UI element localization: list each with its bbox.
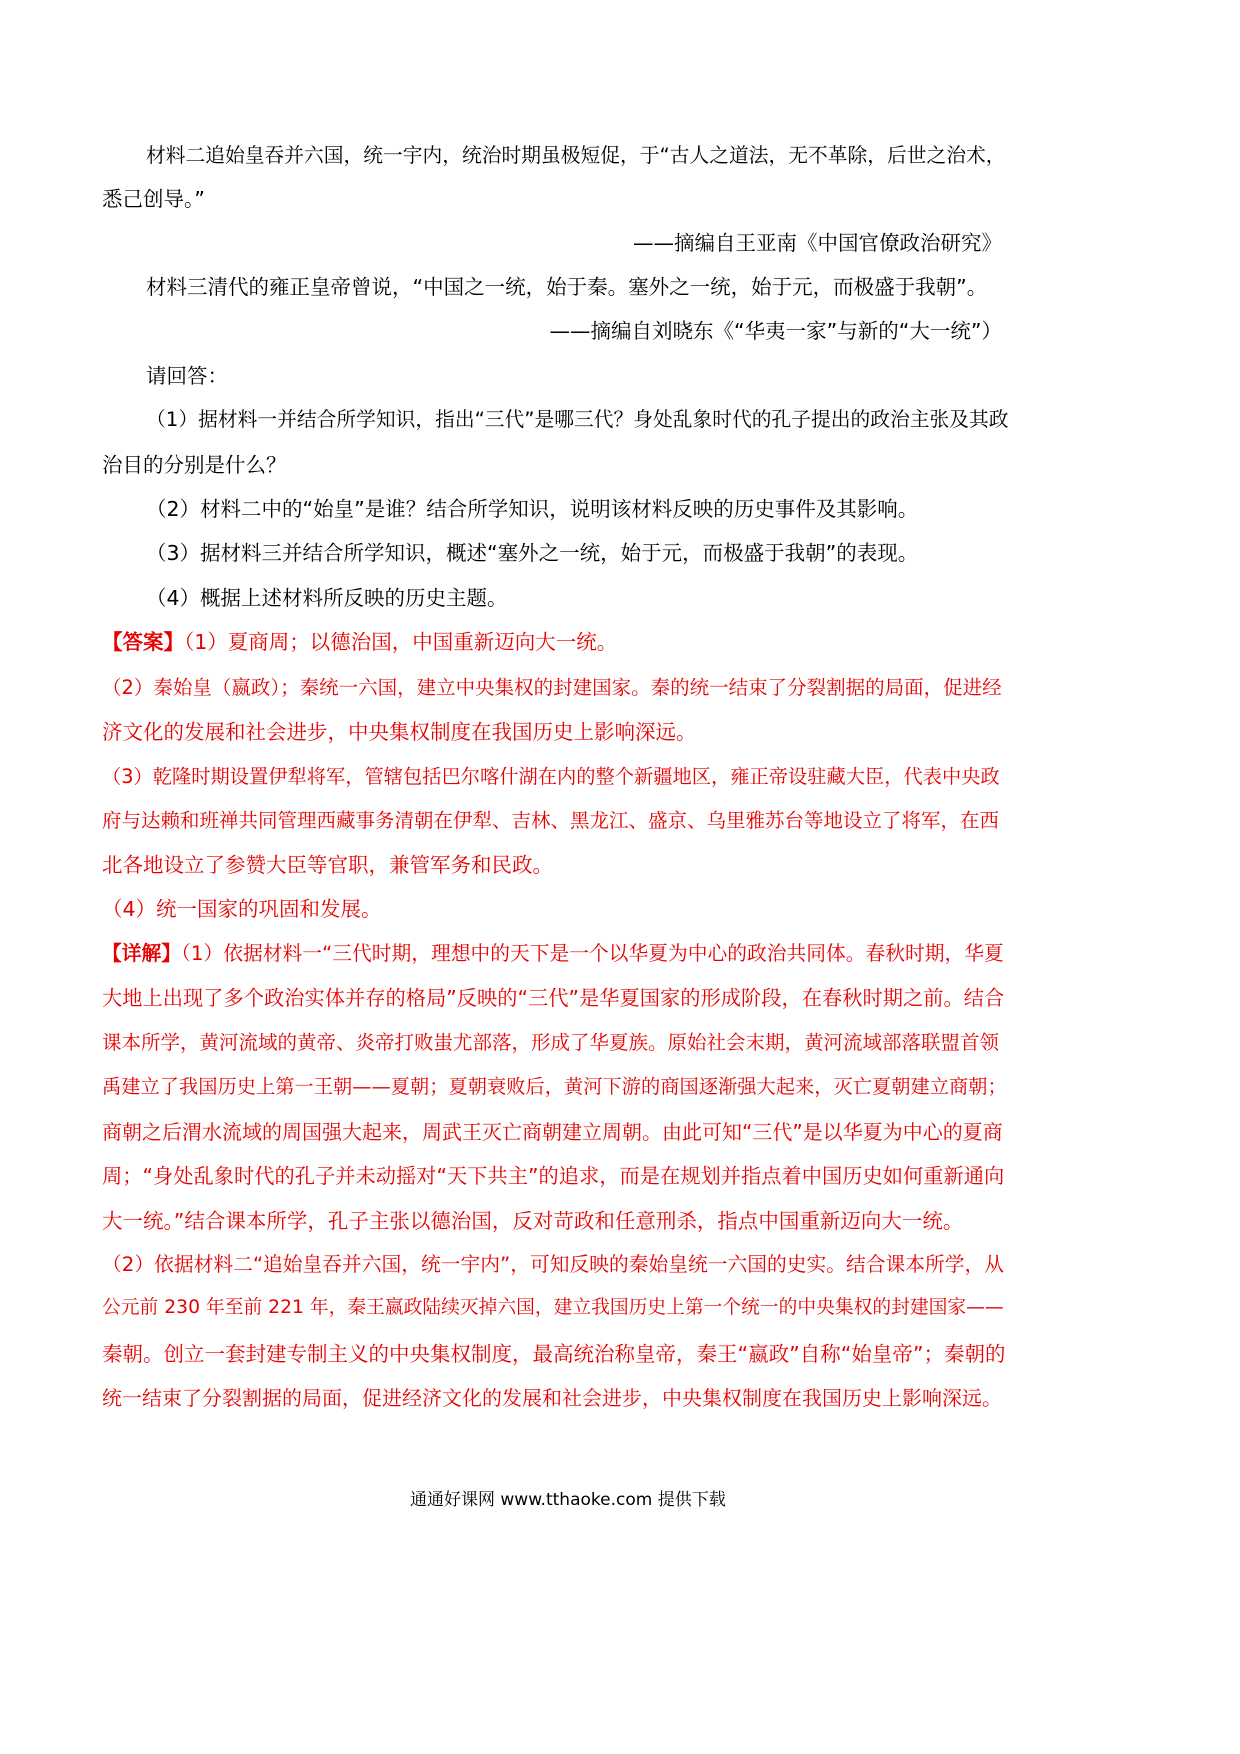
explanation-1-line-4: 禹建立了我国历史上第一王朝——夏朝；夏朝衰败后，黄河下游的商国逐渐强大起来，灭亡夏朝建立商朝； xyxy=(102,1075,1007,1098)
answer-1: （1）夏商周；以德治国，中国重新迈向大一统。 xyxy=(184,630,618,654)
answer-4: （4）统一国家的巩固和发展。 xyxy=(102,897,382,921)
material2-source: ——摘编自王亚南《中国官僚政治研究》 xyxy=(633,231,1002,255)
answer-3-line-2: 府与达赖和班禅共同管理西藏事务清朝在伊犁、吉林、黑龙江、盛京、乌里雅苏台等地设立了将军，在西 xyxy=(102,809,1000,832)
explanation-2-line-4: 统一结束了分裂割据的局面，促进经济文化的发展和社会进步，中央集权制度在我国历史上影响深远。 xyxy=(102,1386,1002,1410)
explanation-1-line-6: 周；“身处乱象时代的孔子并未动摇对“天下共主”的追求，而是在规划并指点着中国历史如何重新通向 xyxy=(102,1164,1005,1188)
material3-source: ——摘编自刘晓东《“华夷一家”与新的“大一统”） xyxy=(549,319,1002,343)
answer-2-line-1: （2）秦始皇（嬴政）；秦统一六国，建立中央集权的封建国家。秦的统一结束了分裂割据的局面，促进经 xyxy=(102,676,1002,699)
material3-text: 材料三清代的雍正皇帝曾说，“中国之一统，始于秦。塞外之一统，始于元，而极盛于我朝”。 xyxy=(146,275,988,299)
explanation-1-line-7: 大一统。”结合课本所学，孔子主张以德治国，反对苛政和任意刑杀，指点中国重新迈向大一统。 xyxy=(102,1209,964,1233)
answer-3-line-3: 北各地设立了参赞大臣等官职，兼管军务和民政。 xyxy=(102,853,553,877)
answer-3-line-1: （3）乾隆时期设置伊犁将军，管辖包括巴尔喀什湖在内的整个新疆地区，雍正帝设驻藏大臣，代表中央政 xyxy=(102,765,1000,788)
explanation-2-line-3: 秦朝。创立一套封建专制主义的中央集权制度，最高统治称皇帝，秦王“嬴政”自称“始皇帝”；秦朝的 xyxy=(102,1342,1006,1366)
answer-line-1 xyxy=(102,632,617,653)
answer-2-line-2: 济文化的发展和社会进步，中央集权制度在我国历史上影响深远。 xyxy=(102,720,697,744)
page-footer: 通通好课网 www.tthaoke.com 提供下载 xyxy=(410,1490,726,1510)
material2-line-2: 悉己创导。” xyxy=(102,187,205,211)
question-2: （2）材料二中的“始皇”是谁？结合所学知识，说明该材料反映的历史事件及其影响。 xyxy=(146,497,919,521)
question-1-line-2: 治目的分别是什么？ xyxy=(102,453,287,477)
material2-line-1: 材料二追始皇吞并六国，统一宇内，统治时期虽极短促，于“古人之道法，无不革除，后世之治术， xyxy=(146,144,1006,167)
question-4: （4）概据上述材料所反映的历史主题。 xyxy=(146,586,508,610)
prompt-text: 请回答： xyxy=(146,364,228,388)
answer-label: 【答案】 xyxy=(102,630,184,654)
explanation-1-line-5: 商朝之后渭水流域的周国强大起来，周武王灭亡商朝建立周朝。由此可知“三代”是以华夏为中心的夏商 xyxy=(102,1120,1003,1144)
explanation-1-line-2: 大地上出现了多个政治实体并存的格局”反映的“三代”是华夏国家的形成阶段，在春秋时期之前。结合 xyxy=(102,986,1005,1010)
explanation-1-first: （1）依据材料一“三代时期，理想中的天下是一个以华夏为中心的政治共同体。春秋时期，华夏 xyxy=(181,942,1004,965)
explanation-2-line-2: 公元前 230 年至前 221 年，秦王嬴政陆续灭掉六国，建立我国历史上第一个统一的中央集权的封建国家—— xyxy=(102,1297,1004,1318)
question-3: （3）据材料三并结合所学知识，概述“塞外之一统，始于元，而极盛于我朝”的表现。 xyxy=(146,541,919,565)
explanation-label: 【详解】 xyxy=(102,942,182,965)
explanation-2-line-1: （2）依据材料二“追始皇吞并六国，统一宇内”，可知反映的秦始皇统一六国的史实。结合课本所学，从 xyxy=(102,1253,1005,1276)
explanation-1-line-3: 课本所学，黄河流域的黄帝、炎帝打败蚩尤部落，形成了华夏族。原始社会末期，黄河流域部落联盟首领 xyxy=(102,1031,1000,1054)
question-1-line-1: （1）据材料一并结合所学知识，指出“三代”是哪三代？身处乱象时代的孔子提出的政治主张及其政 xyxy=(146,408,1009,431)
explanation-line-1 xyxy=(102,944,1004,964)
